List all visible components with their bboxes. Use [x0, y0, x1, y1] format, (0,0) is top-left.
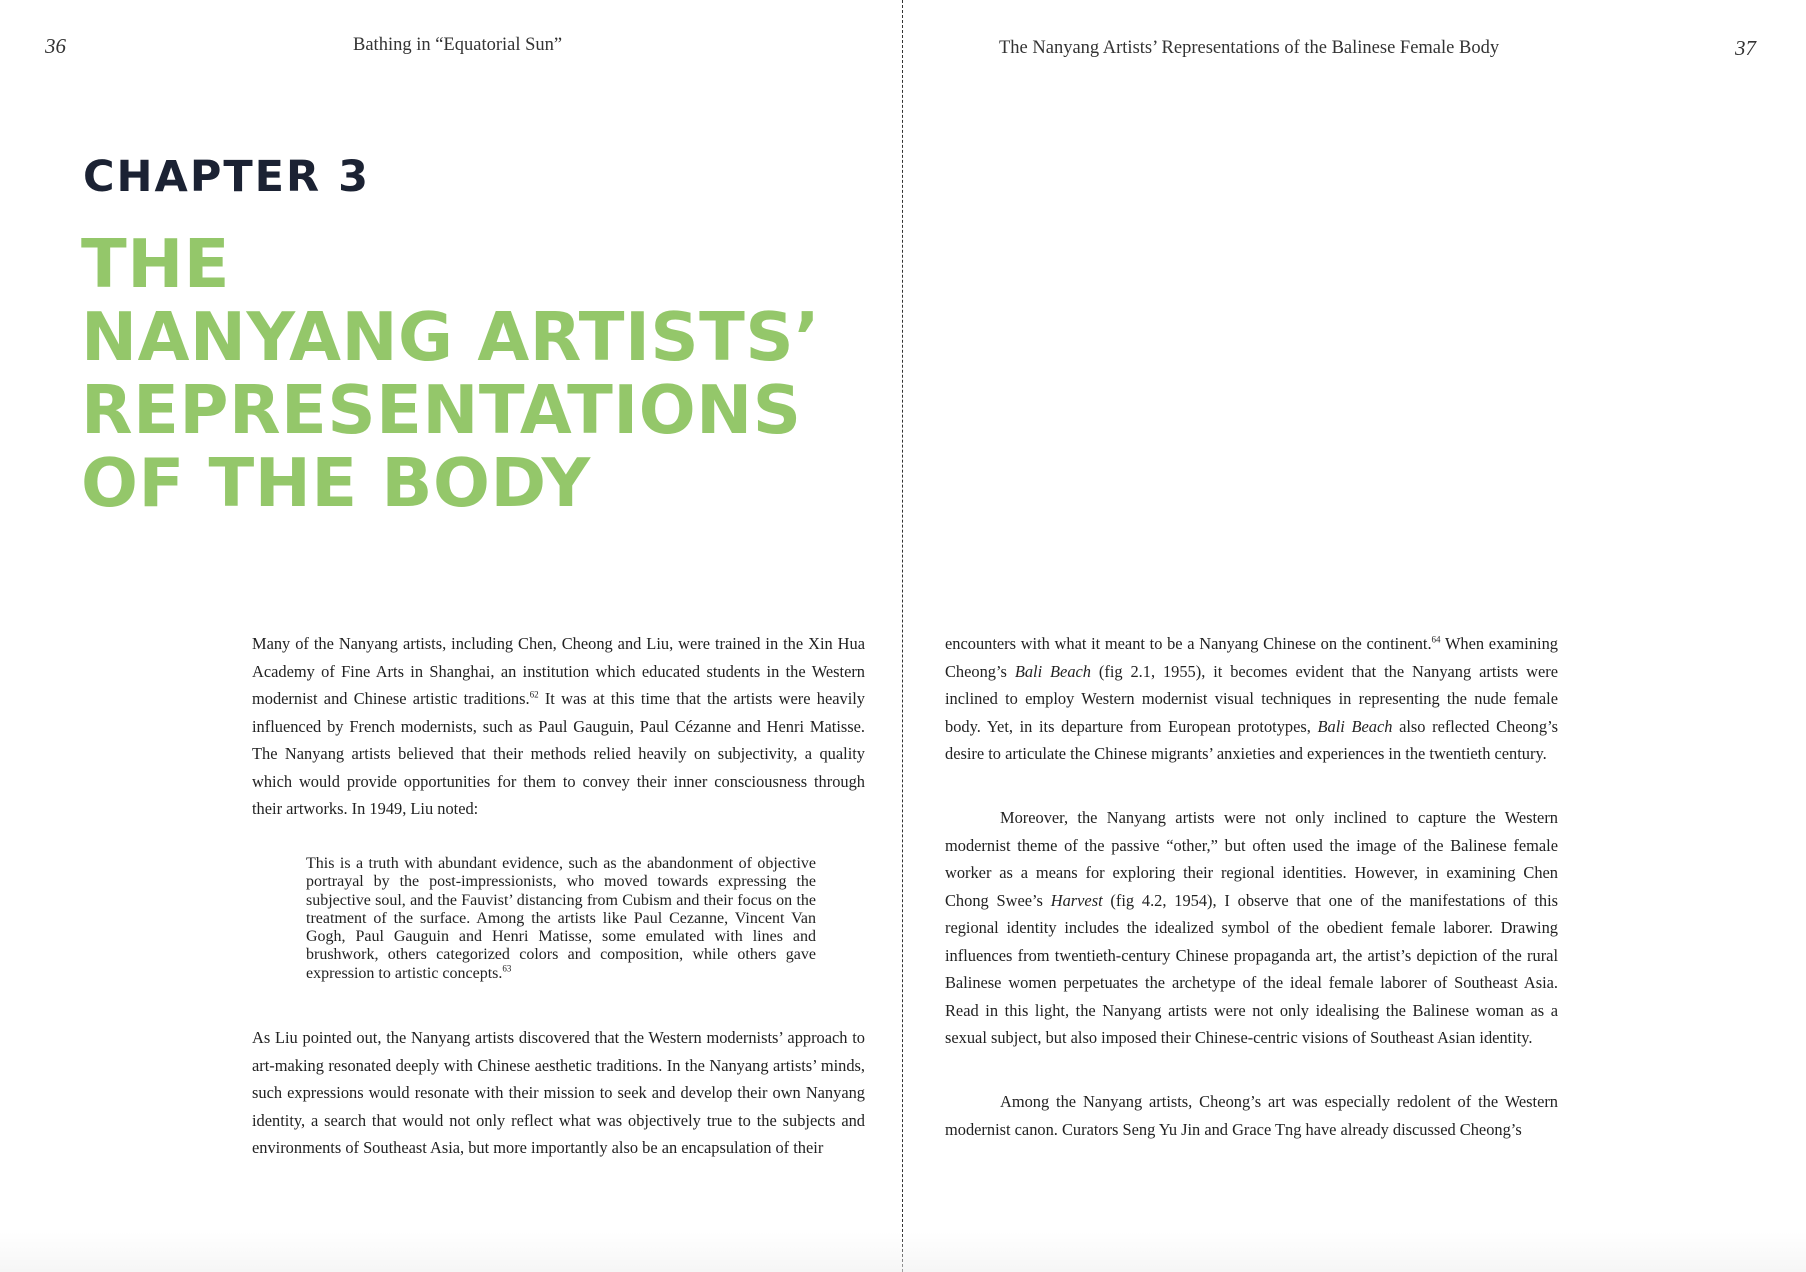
- body-paragraph-right-3: [945, 1088, 1558, 1143]
- artwork-title: Harvest: [1050, 890, 1103, 910]
- paragraph-text: It was at this time that the artists were heavily influenced by French modernists, such as Paul Gauguin, Paul Cézanne and Henri Matisse. The Nanyang artists believed that their methods relied heavily on subjectivity, a quality which would provide opportunities for them to convey their inner consciousness through their artworks. In 1949, Liu noted:: [252, 689, 866, 818]
- body-paragraph-right-2: [945, 804, 1558, 1052]
- paragraph-text: encounters with what it meant to be a Nanyang Chinese on the continent.: [945, 634, 1432, 653]
- paragraph-text: Among the Nanyang artists, Cheong’s art was especially redolent of the Western modernist canon. Curators Seng Yu Jin and Grace Tng have already discussed Cheong’s: [945, 1092, 1558, 1139]
- paragraph-text: (fig 4.2, 1954), I observe that one of the manifestations of this regional identity includes the idealized symbol of the obedient female laborer. Drawing influences from twentieth-century Chinese propaganda art, the artist’s depiction of the rural Balinese women perpetuates the archetype of the ideal female laborer of Southeast Asia. Read in this light, the Nanyang artists were not only idealising the Balinese woman as a sexual subject, but also imposed their Chinese-centric visions of Southeast Asian identity.: [945, 890, 1558, 1047]
- artwork-title: Bali Beach: [1014, 661, 1091, 681]
- right-page: [903, 0, 1806, 1272]
- chapter-title-line: THE: [81, 225, 231, 303]
- chapter-title: [81, 225, 821, 522]
- footnote-ref: 63: [502, 963, 512, 974]
- chapter-title-line: REPRESENTATIONS: [81, 371, 802, 449]
- chapter-title-line: NANYANG ARTISTS’: [81, 298, 821, 376]
- chapter-title-line: OF THE BODY: [81, 444, 591, 522]
- left-page: [0, 0, 902, 1272]
- body-paragraph-1: [252, 630, 865, 823]
- artwork-title: Bali Beach: [1317, 716, 1393, 736]
- running-head-right: The Nanyang Artists’ Representations of the Balinese Female Body: [999, 38, 1500, 58]
- bottom-shadow: [0, 1232, 1806, 1272]
- page-number-left: 36: [45, 34, 66, 58]
- footnote-ref: 64: [1431, 634, 1441, 645]
- paragraph-text: Moreover, the Nanyang artists were not only inclined to capture the Western modernist theme of the passive “other,” but often used the image of the Balinese female worker as a means for exploring their regional identities. However, in examining Chen Chong Swee’s: [945, 808, 1558, 910]
- body-paragraph-2: [252, 1024, 865, 1162]
- block-quote: [306, 855, 816, 983]
- footnote-ref: 62: [529, 689, 539, 700]
- paragraph-text: (fig 2.1, 1955), it becomes evident that the Nanyang artists were inclined to employ Western modernist visual techniques in representing the nude female body. Yet, in its departure from European prototypes,: [945, 661, 1558, 736]
- body-paragraph-right-1: [945, 630, 1558, 768]
- running-head-left: Bathing in “Equatorial Sun”: [353, 35, 563, 55]
- paragraph-text: As Liu pointed out, the Nanyang artists discovered that the Western modernists’ approach to art-making resonated deeply with Chinese aesthetic traditions. In the Nanyang artists’ minds, such expressions would resonate with their mission to seek and develop their own Nanyang identity, a search that would not only reflect what was objectively true to the subjects and environments of Southeast Asia, but more importantly also be an encapsulation of their: [252, 1028, 865, 1157]
- quote-text: This is a truth with abundant evidence, such as the abandonment of objective portrayal by the post-impressionists, who moved towards expressing the subjective soul, and the Fauvist’ distancing from Cubism and their focus on the treatment of the surface. Among the artists like Paul Cezanne, Vincent Van Gogh, Paul Gauguin and Henri Matisse, some emulated with lines and brushwork, others categorized colors and composition, while others gave expression to artistic concepts.: [306, 855, 816, 982]
- paragraph-text: Many of the Nanyang artists, including Chen, Cheong and Liu, were trained in the Xin Hua Academy of Fine Arts in Shanghai, an institution which educated students in the Western modernist and Chinese artistic traditions.: [252, 634, 865, 708]
- paragraph-text: also reflected Cheong’s desire to articulate the Chinese migrants’ anxieties and experiences in the twentieth century.: [945, 716, 1558, 763]
- paragraph-text: When examining Cheong’s: [945, 634, 1558, 681]
- page-number-right: 37: [1735, 36, 1756, 60]
- chapter-label: CHAPTER 3: [83, 152, 371, 202]
